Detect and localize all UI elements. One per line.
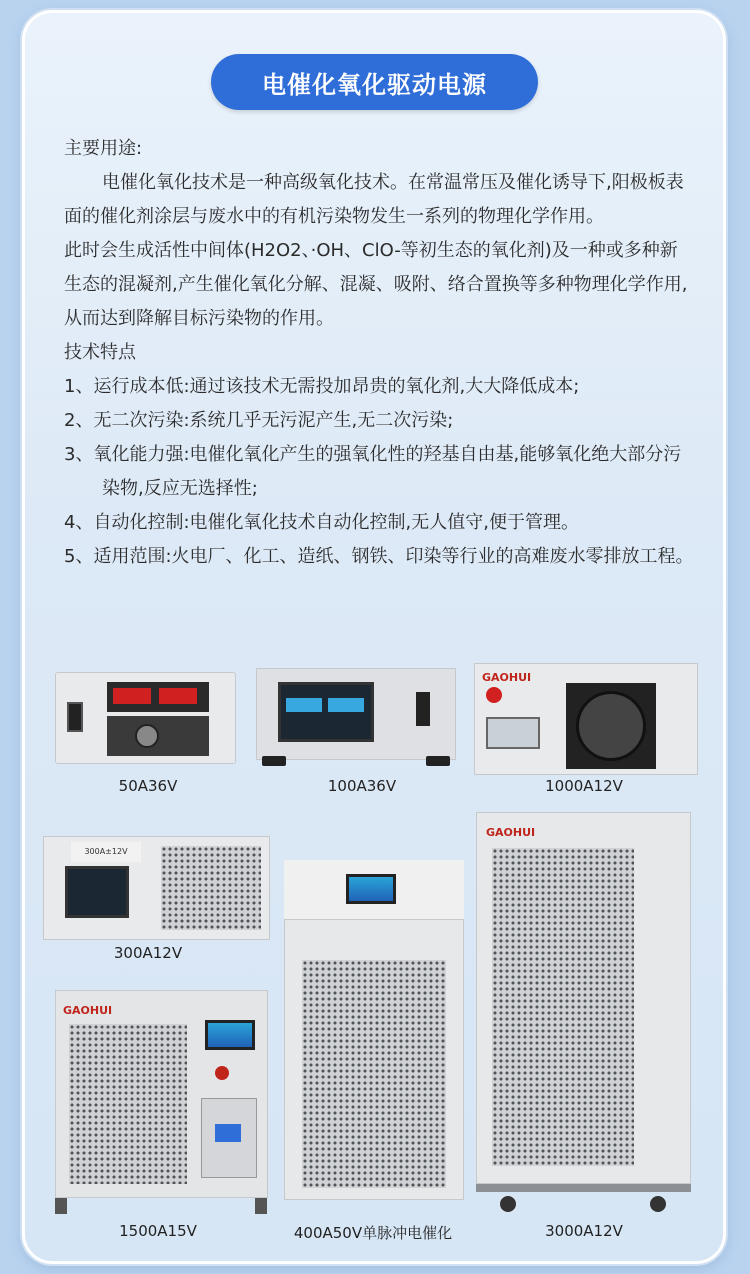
feature-item: 5、适用范围:火电厂、化工、造纸、钢铁、印染等行业的高难废水零排放工程。 — [64, 546, 694, 567]
brand-logo: GAOHUI — [482, 671, 532, 684]
features-heading: 技术特点 — [64, 342, 136, 363]
product-label: 3000A12V — [545, 1222, 623, 1240]
feature-item: 4、自动化控制:电催化氧化技术自动化控制,无人值守,便于管理。 — [64, 512, 579, 533]
description-block — [64, 132, 694, 574]
product-label: 100A36V — [327, 777, 397, 795]
product-label: 50A36V — [118, 777, 178, 795]
product-image-1000a12v — [474, 663, 698, 775]
brand-logo: GAOHUI — [486, 826, 536, 839]
brand-logo: GAOHUI — [63, 1004, 113, 1017]
product-label: 300A12V — [113, 944, 183, 962]
usage-heading: 主要用途: — [64, 138, 143, 159]
feature-item: 1、运行成本低:通过该技术无需投加昂贵的氧化剂,大大降低成本; — [64, 376, 580, 397]
product-label: 400A50V单脉冲电催化 — [293, 1224, 453, 1242]
product-image-300a12v — [43, 836, 270, 940]
product-image-400a50v — [284, 860, 464, 1200]
product-label: 1000A12V — [545, 777, 623, 795]
product-image-3000a12v — [476, 812, 691, 1222]
paragraph-1: 电催化氧化技术是一种高级氧化技术。在常温常压及催化诱导下,阳极板表面的催化剂涂层与废水中的有机污染物发生一系列的物理化学作用。 — [64, 172, 684, 227]
product-image-50a36v — [55, 672, 236, 764]
page-title: 电催化氧化驱动电源 — [211, 54, 538, 110]
device-plate: 300A±12V — [71, 842, 141, 862]
feature-item: 3、氧化能力强:电催化氧化产生的强氧化性的羟基自由基,能够氧化绝大部分污染物,反应无选择性; — [64, 444, 682, 499]
paragraph-2: 此时会生成活性中间体(H2O2、·OH、ClO-等初生态的氧化剂)及一种或多种新生态的混凝剂,产生催化氧化分解、混凝、吸附、络合置换等多种物理化学作用,从而达到降解目标污染物的作用。 — [64, 240, 688, 329]
product-label: 1500A15V — [119, 1222, 197, 1240]
product-image-100a36v — [256, 668, 456, 768]
product-image-1500a15v — [55, 990, 268, 1215]
feature-item: 2、无二次污染:系统几乎无污泥产生,无二次污染; — [64, 410, 454, 431]
